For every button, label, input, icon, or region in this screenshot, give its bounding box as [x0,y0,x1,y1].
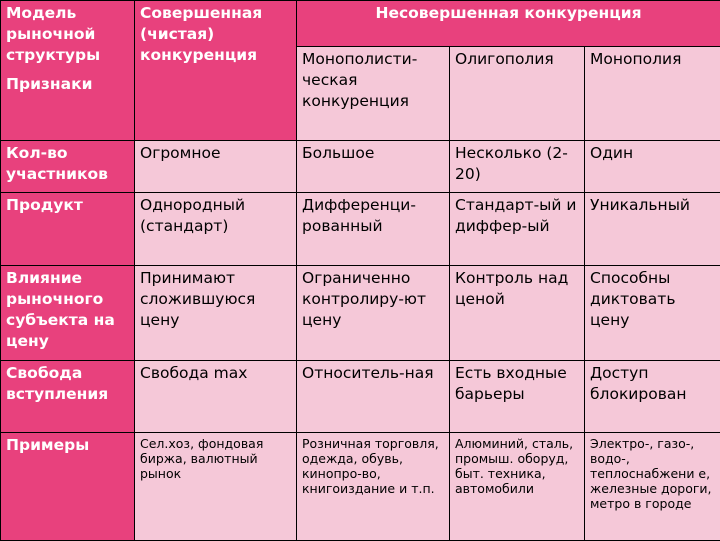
header-monopolistic: Монополисти-ческая конкуренция [297,47,450,141]
features-label: Признаки [6,74,129,95]
table-row [1,193,720,266]
cell-monopoly: Электро-, газо-, водо-, теплоснабжени е, железные дороги, метро в городе [585,433,720,541]
cell-monopoly: Способны диктовать цену [585,266,720,361]
cell-monopoly: Уникальный [585,193,720,266]
cell-perfect: Огромное [135,141,297,193]
cell-perfect: Однородный (стандарт) [135,193,297,266]
cell-perfect: Сел.хоз, фондовая биржа, валютный рынок [135,433,297,541]
header-perfect-competition: Совершенная (чистая) конкуренция [135,1,297,141]
header-imperfect-competition: Несовершенная конкуренция [297,1,720,47]
table-row [1,266,720,361]
cell-oligopoly: Стандарт-ый и диффер-ый [450,193,585,266]
row-feature: Кол-во участников [1,141,135,193]
row-feature: Примеры [1,433,135,541]
cell-monopoly: Один [585,141,720,193]
cell-monopolistic: Дифференци-рованный [297,193,450,266]
row-feature: Продукт [1,193,135,266]
cell-perfect: Свобода max [135,361,297,433]
header-monopoly: Монополия [585,47,720,141]
model-label: Модель рыночной структуры [6,3,129,66]
cell-perfect: Принимают сложившуюся цену [135,266,297,361]
header-corner-cell [1,1,135,141]
row-feature: Свобода вступления [1,361,135,433]
cell-oligopoly: Несколько (2-20) [450,141,585,193]
table-row [1,141,720,193]
cell-monopoly: Доступ блокирован [585,361,720,433]
table-row [1,361,720,433]
table-row [1,433,720,541]
cell-monopolistic: Ограниченно контролиру-ют цену [297,266,450,361]
cell-oligopoly: Есть входные барьеры [450,361,585,433]
cell-oligopoly: Алюминий, сталь, промыш. оборуд, быт. техника, автомобили [450,433,585,541]
cell-monopolistic: Большое [297,141,450,193]
cell-monopolistic: Розничная торговля, одежда, обувь, кинопро-во, книгоиздание и т.п. [297,433,450,541]
header-oligopoly: Олигополия [450,47,585,141]
cell-oligopoly: Контроль над ценой [450,266,585,361]
cell-monopolistic: Относитель-ная [297,361,450,433]
row-feature: Влияние рыночного субъекта на цену [1,266,135,361]
